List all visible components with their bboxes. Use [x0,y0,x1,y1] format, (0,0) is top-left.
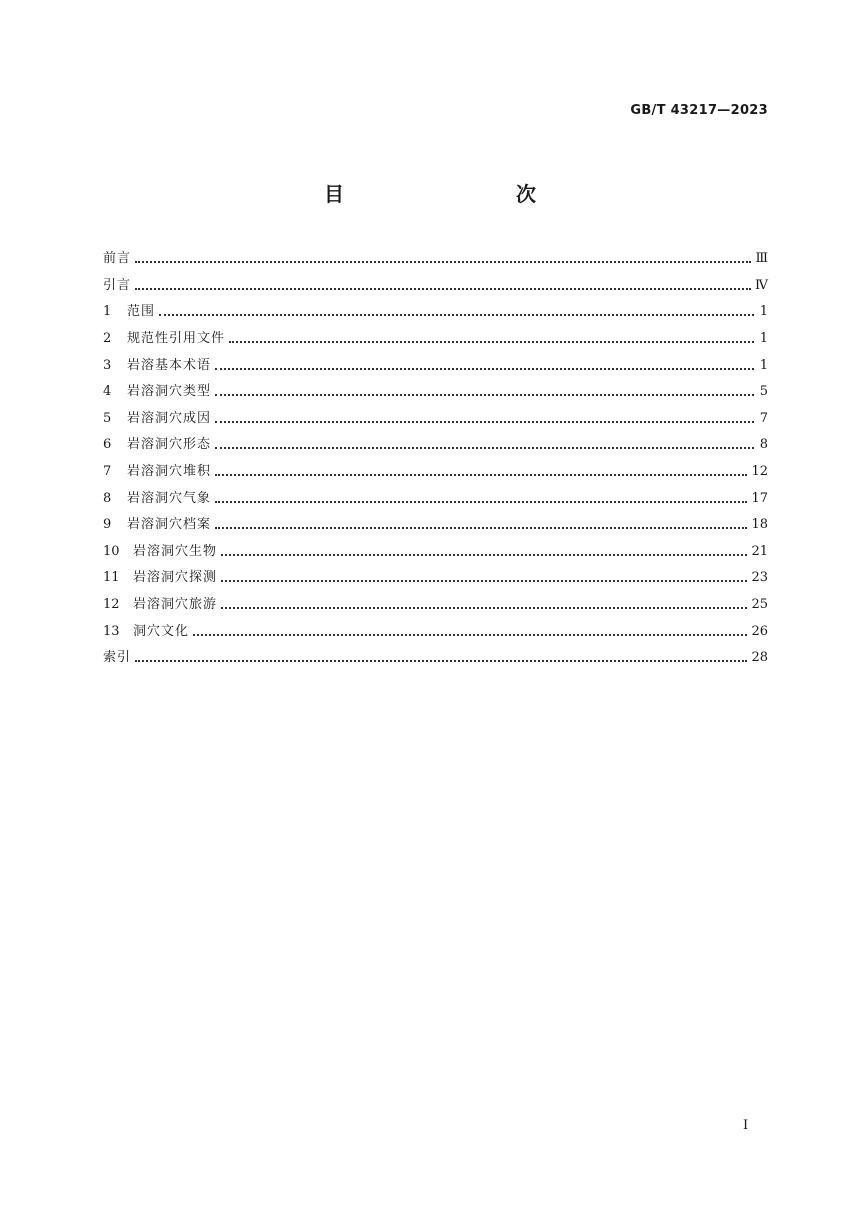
toc-entry-page: 25 [751,597,768,613]
dot-leader [221,597,747,613]
toc-entry-2[interactable] [103,326,768,353]
toc-entry-10[interactable] [103,539,768,566]
toc-entry-page: 5 [759,384,768,400]
toc-entry-4[interactable] [103,379,768,406]
toc-entry-number: 4 [103,384,112,400]
toc-entry-number: 11 [103,570,120,586]
toc-entry-label: 岩溶洞穴探测 [133,570,218,586]
toc-entry-number: 8 [103,490,112,506]
dot-leader [215,464,747,480]
toc-entry-5[interactable] [103,406,768,433]
dot-leader [215,358,754,374]
dot-leader [215,384,754,400]
toc-entry-index[interactable] [103,645,768,672]
toc-entry-3[interactable] [103,352,768,379]
toc-entry-page: 21 [751,543,768,559]
toc-entry-9[interactable] [103,512,768,539]
toc-entry-12[interactable] [103,592,768,619]
toc-entry-preface[interactable] [103,246,768,273]
toc-entry-page: 7 [759,410,768,426]
dot-leader [221,544,747,560]
page-number: I [743,1118,749,1133]
toc-entry-page: 1 [759,331,768,347]
toc-entry-number: 6 [103,437,112,453]
toc-entry-label: 岩溶洞穴档案 [127,517,212,533]
dot-leader [135,278,751,294]
toc-entry-label: 岩溶洞穴旅游 [133,597,218,613]
toc-entry-page: 17 [751,490,768,506]
toc-entry-page: 23 [751,570,768,586]
toc-entry-number: 9 [103,517,112,533]
toc-entry-number: 5 [103,410,112,426]
toc-entry-page: 18 [751,517,768,533]
toc-entry-11[interactable] [103,565,768,592]
toc-entry-page: 1 [759,357,768,373]
toc-entry-label: 洞穴文化 [133,623,190,639]
dot-leader [215,491,747,507]
dot-leader [221,570,747,586]
toc-entry-label: 索引 [103,650,132,666]
toc-entry-label: 岩溶洞穴堆积 [127,464,212,480]
toc-entry-page: 12 [751,464,768,480]
toc-entry-label: 岩溶基本术语 [127,357,212,373]
toc-entry-label: 岩溶洞穴形态 [127,437,212,453]
toc-entry-label: 岩溶洞穴类型 [127,384,212,400]
toc-entry-number: 10 [103,543,120,559]
toc-entry-number: 3 [103,357,112,373]
toc-entry-number: 2 [103,331,112,347]
dot-leader [193,624,747,640]
toc-entry-number: 1 [103,304,112,320]
toc-entry-page: 8 [759,437,768,453]
toc-entry-number: 13 [103,623,120,639]
dot-leader [135,650,747,666]
toc-entry-number: 12 [103,597,120,613]
dot-leader [215,517,747,533]
toc-entry-label: 范围 [127,304,156,320]
dot-leader [229,331,754,347]
toc-entry-label: 前言 [103,251,132,267]
toc-entry-label: 规范性引用文件 [127,331,226,347]
toc-entry-label: 岩溶洞穴成因 [127,410,212,426]
dot-leader [215,411,754,427]
dot-leader [159,304,754,320]
toc-entry-page: 28 [751,650,768,666]
toc-entry-number: 7 [103,464,112,480]
dot-leader [135,251,751,267]
toc-entry-page: Ⅲ [755,251,768,267]
toc-title: 目 次 [324,182,580,206]
dot-leader [215,437,754,453]
toc-entry-13[interactable] [103,618,768,645]
toc-entry-page: 1 [759,304,768,320]
toc-entry-page: Ⅳ [755,277,768,293]
toc-entry-8[interactable] [103,485,768,512]
toc-entry-label: 岩溶洞穴气象 [127,490,212,506]
toc-entry-label: 岩溶洞穴生物 [133,543,218,559]
toc-entry-7[interactable] [103,459,768,486]
toc-entry-1[interactable] [103,299,768,326]
standard-number: GB/T 43217—2023 [630,103,768,118]
table-of-contents [103,246,768,672]
toc-entry-introduction[interactable] [103,273,768,300]
toc-entry-label: 引言 [103,277,132,293]
toc-entry-page: 26 [751,623,768,639]
toc-entry-6[interactable] [103,432,768,459]
